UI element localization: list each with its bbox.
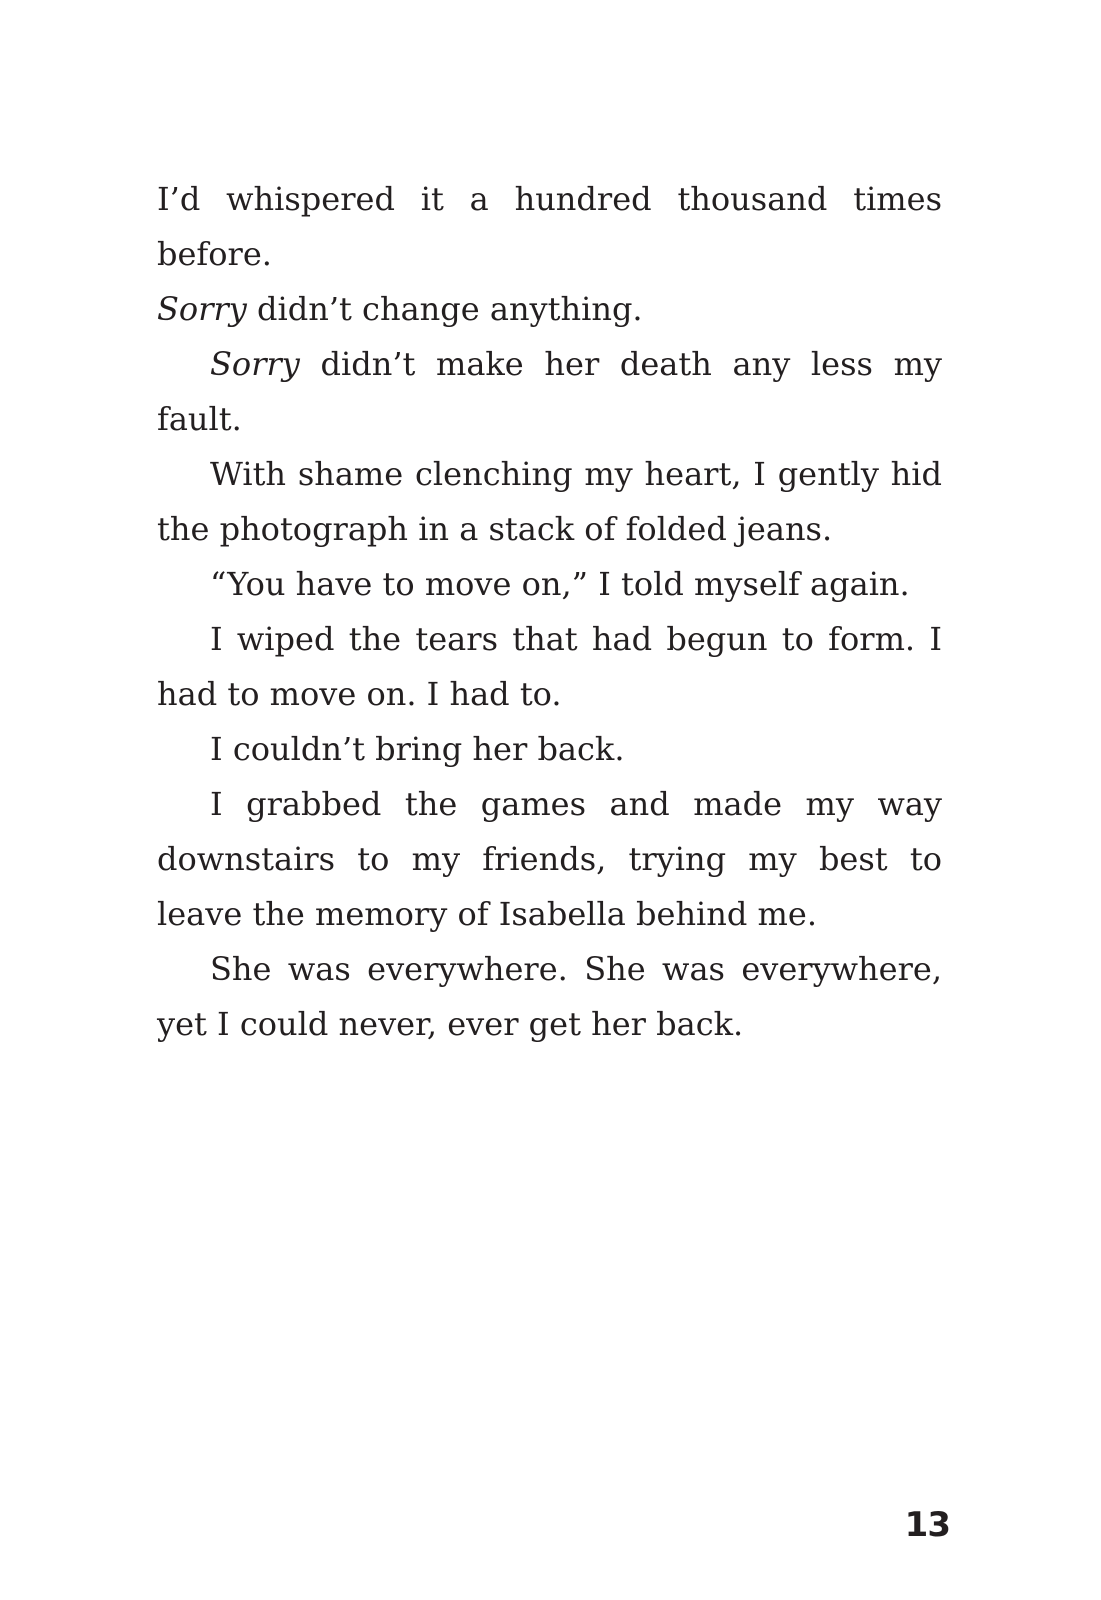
paragraph-1-line-1: I’d whispered it a hundred thousand times before. <box>157 180 942 273</box>
paragraph-6: I couldn’t bring her back. <box>210 730 625 768</box>
paragraph-2-rest: didn’t make her death any less my fault. <box>157 345 942 438</box>
paragraph-2-italic: Sorry <box>210 345 300 383</box>
paragraph-4: “You have to move on,” I told myself again. <box>210 565 910 603</box>
paragraph-2 <box>157 337 942 447</box>
paragraph-5: I wiped the tears that had begun to form. I had to move on. I had to. <box>157 620 942 713</box>
paragraph-1-rest: didn’t change anything. <box>246 290 643 328</box>
paragraph-1 <box>157 172 942 337</box>
paragraph-1-italic: Sorry <box>157 290 247 328</box>
paragraph-3: With shame clenching my heart, I gently hid the photograph in a stack of folded jeans. <box>157 455 942 548</box>
paragraph-8: She was everywhere. She was everywhere, yet I could never, ever get her back. <box>157 950 942 1043</box>
paragraph-7: I grabbed the games and made my way downstairs to my friends, trying my best to leave the memory of Isabella behind me. <box>157 785 942 933</box>
body-text <box>157 172 942 1052</box>
page-number: 13 <box>904 1505 950 1545</box>
